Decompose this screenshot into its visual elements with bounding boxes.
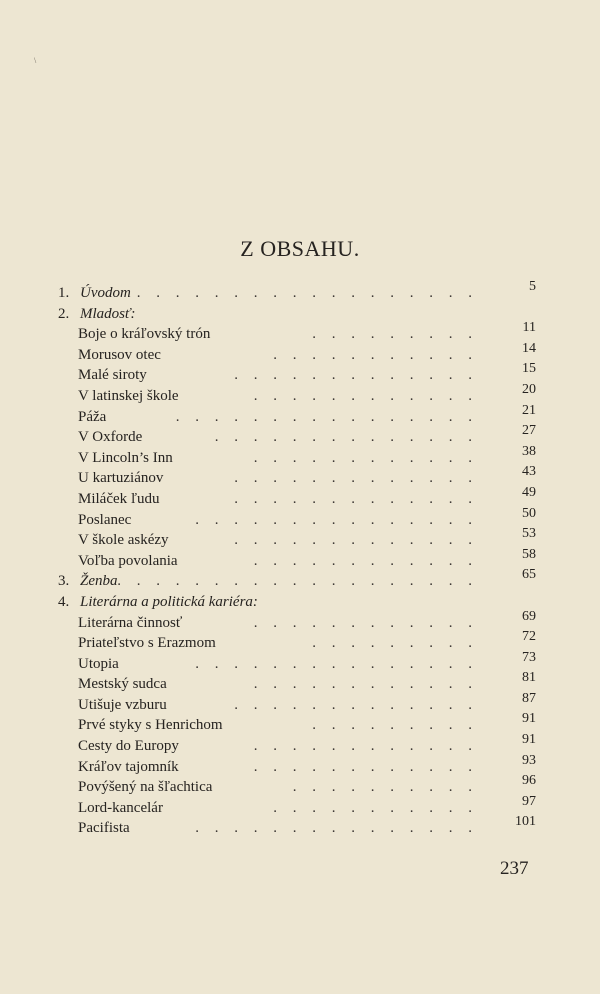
toc-entry-title: Literárna a politická kariéra: [80, 593, 258, 610]
toc-entry-page: 50 [522, 505, 536, 521]
toc-entry-page: 49 [522, 484, 536, 500]
toc-entry-title: V Oxforde [78, 429, 143, 446]
toc-entry [58, 402, 536, 428]
toc-entry-title: U kartuziánov [78, 470, 164, 487]
page-number: 237 [500, 858, 529, 879]
toc-entry-page: 73 [522, 649, 536, 665]
toc-leader-dots: . . . . . . . . . . . . . . . [195, 820, 478, 837]
toc-entry-page: 21 [522, 402, 536, 418]
toc-entry-number: 1. [58, 285, 70, 301]
toc-entry-page: 81 [522, 670, 536, 686]
toc-entry [58, 279, 536, 304]
toc-leader-dots: . . . . . . . . . . . . . . . . [175, 408, 478, 425]
toc-entry [58, 793, 536, 819]
toc-entry-title: Utišuje vzburu [78, 696, 167, 713]
toc-entry [58, 670, 536, 695]
toc-leader-dots: . . . . . . . . . . . . . . . . . . [136, 285, 478, 301]
toc-entry [58, 690, 536, 716]
toc-leader-dots: . . . . . . . . . [312, 635, 478, 652]
toc-entry-page: 87 [522, 690, 536, 706]
toc-entry [58, 361, 536, 386]
toc-leader-dots: . . . . . . . . . [312, 717, 478, 734]
toc-entry [58, 608, 536, 634]
toc-entry-page: 65 [522, 567, 536, 583]
toc-leader-dots: . . . . . . . . . . . . [253, 614, 478, 631]
toc-entry-title: Mestský sudca [78, 676, 167, 693]
toc-leader-dots: . . . . . . . . . . . . . . . [195, 511, 478, 528]
toc-leader-dots: . . . . . . . . . . . . [253, 387, 478, 404]
toc-entry-page: 14 [522, 340, 536, 356]
toc-leader-dots: . . . . . . . . . . . . . . . . . . . [117, 573, 478, 590]
toc-leader-dots: . . . . . . . . . . . . [253, 552, 478, 569]
toc-entry-title: Utopia [78, 655, 119, 672]
toc-entry-page: 27 [522, 423, 536, 439]
toc-entry-number: 4. [58, 593, 70, 610]
toc-entry [58, 773, 536, 798]
toc-entry [58, 304, 536, 325]
toc-entry-title: Kráľov tajomník [78, 758, 179, 775]
toc-entry [58, 340, 536, 366]
print-speck: \ [34, 56, 37, 65]
toc-entry-page: 69 [522, 608, 536, 624]
toc-entry [58, 752, 536, 778]
toc-entry-number: 3. [58, 573, 70, 590]
toc-entry [58, 381, 536, 407]
toc-entry-title: Miláček ľudu [78, 490, 160, 507]
toc-entry-page: 5 [529, 279, 536, 294]
toc-entry-title: Priateľstvo s Erazmom [78, 635, 216, 652]
toc-entry-title: Prvé styky s Henrichom [78, 717, 223, 734]
toc-entry-page: 96 [522, 773, 536, 789]
toc-entry-title: V škole askézy [78, 532, 169, 549]
toc-entry-title: Boje o kráľovský trón [78, 326, 211, 343]
toc-entry-page: 101 [515, 814, 536, 830]
toc-leader-dots: . . . . . . . . . . . . [253, 758, 478, 775]
toc-entry-title: Poslanec [78, 511, 132, 528]
toc-entry-page: 91 [522, 732, 536, 748]
toc-leader-dots: . . . . . . . . . . . . [253, 676, 478, 693]
toc-leader-dots: . . . . . . . . . . . . . [234, 532, 478, 549]
toc-entry-page: 72 [522, 629, 536, 645]
toc-leader-dots: . . . . . . . . . . . [273, 346, 478, 363]
toc-entry-title: Morusov otec [78, 346, 161, 363]
toc-entry [58, 443, 536, 469]
toc-entry-page: 93 [522, 752, 536, 768]
toc-entry-number: 2. [58, 305, 70, 322]
toc-entry [58, 732, 536, 757]
toc-entry [58, 649, 536, 675]
toc-entry-title: Ženba [80, 573, 118, 590]
toc-entry-page: 11 [522, 320, 536, 336]
toc-entry-page: 38 [522, 443, 536, 459]
toc-entry-title: Cesty do Europy [78, 738, 179, 755]
toc-entry [58, 814, 536, 839]
toc-entry-title: Povýšený na šľachtica [78, 779, 213, 796]
toc-entry-title: Malé siroty [78, 367, 147, 384]
toc-leader-dots: . . . . . . . . . . . . . [234, 470, 478, 487]
toc-entry-title: Úvodom [80, 285, 131, 301]
toc-entry [58, 567, 536, 592]
toc-entry-page: 15 [522, 361, 536, 377]
toc-entry [58, 711, 536, 736]
toc-entry [58, 505, 536, 531]
toc-leader-dots: . . . . . . . . . . . . . . . [195, 655, 478, 672]
toc-entry [58, 629, 536, 654]
toc-entry-title: Pacifista [78, 820, 130, 837]
toc-entry [58, 484, 536, 510]
toc-leader-dots: . . . . . . . . . . . . . [234, 696, 478, 713]
toc-entry-title: Lord-kancelár [78, 799, 163, 816]
toc-leader-dots: . . . . . . . . . . [292, 779, 478, 796]
toc-entry [58, 423, 536, 448]
toc-entry-title: Páža [78, 408, 107, 425]
toc-title: Z OBSAHU. [240, 236, 360, 261]
toc-entry-title: Voľba povolania [78, 552, 178, 569]
toc-entry-page: 97 [522, 793, 536, 809]
toc-entry-page: 53 [522, 526, 536, 542]
toc-entry-title: Mladosť: [80, 305, 136, 322]
table-of-contents [58, 279, 536, 839]
toc-leader-dots: . . . . . . . . . [312, 326, 478, 343]
toc-entry [58, 546, 536, 572]
toc-entry-title: V Lincoln’s Inn [78, 449, 173, 466]
toc-leader-dots: . . . . . . . . . . . . . [234, 490, 478, 507]
toc-entry-page: 91 [522, 711, 536, 727]
toc-leader-dots: . . . . . . . . . . . . . [234, 367, 478, 384]
toc-entry [58, 320, 536, 345]
toc-leader-dots: . . . . . . . . . . . . [253, 449, 478, 466]
toc-entry-page: 43 [522, 464, 536, 480]
toc-entry [58, 592, 536, 613]
toc-leader-dots: . . . . . . . . . . . . [253, 738, 478, 755]
toc-leader-dots: . . . . . . . . . . . [273, 799, 478, 816]
toc-entry-title: Literárna činnosť [78, 614, 183, 631]
toc-leader-dots: . . . . . . . . . . . . . . [214, 429, 478, 446]
toc-entry [58, 464, 536, 489]
toc-entry-page: 20 [522, 381, 536, 397]
toc-entry-title: V latinskej škole [78, 387, 179, 404]
toc-entry-page: 58 [522, 546, 536, 562]
toc-entry [58, 526, 536, 551]
